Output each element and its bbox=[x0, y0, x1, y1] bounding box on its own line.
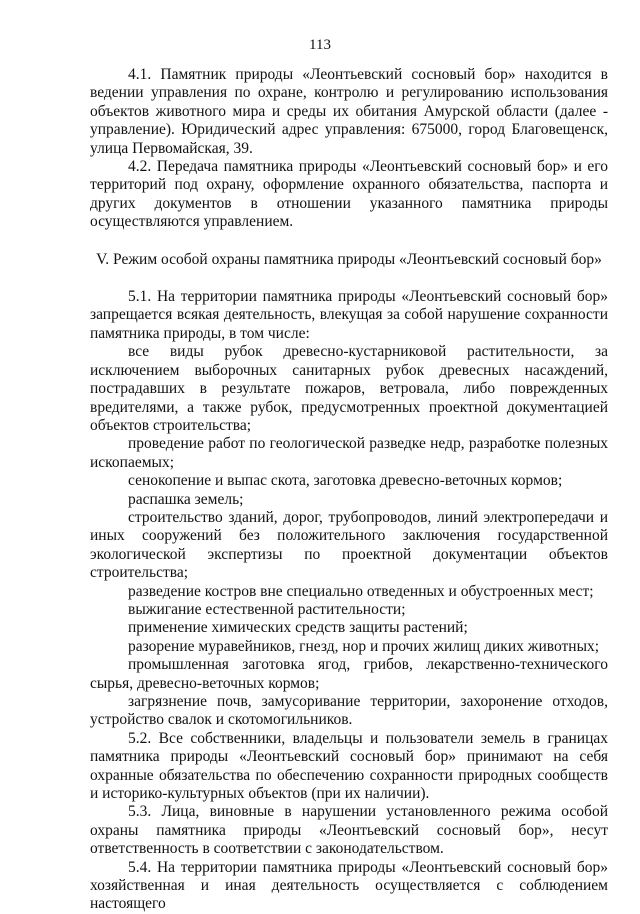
prohibited-item: применение химических средств защиты растений; bbox=[128, 619, 468, 637]
prohibited-item: сенокопение и выпас скота, заготовка древесно-веточных кормов; bbox=[128, 472, 563, 490]
paragraph-5-2: 5.2. Все собственники, владельцы и пользователи земель в границах памятника природы «Леонтьевский сосновый бор» принимают на себя охранные обязательства по обеспечению сохранности природных сообществ и историко-культурных объектов (при их наличии). bbox=[90, 729, 608, 803]
paragraph-5-3: 5.3. Лица, виновные в нарушении установленного режима особой охраны памятника природы «Леонтьевский сосновый бор», несут ответственность в соответствии с законодательством. bbox=[90, 803, 608, 858]
prohibited-item: строительство зданий, дорог, трубопроводов, линий электропередачи и иных сооружений без положительного заключения государственной экологической экспертизы по проектной документации объектов строительства; bbox=[90, 508, 608, 582]
paragraph-5-1: 5.1. На территории памятника природы «Леонтьевский сосновый бор» запрещается всякая деятельность, влекущая за собой нарушение сохранности памятника природы, в том числе: bbox=[90, 288, 608, 342]
prohibited-item: разведение костров вне специально отведенных и обустроенных мест; bbox=[128, 582, 594, 600]
section-heading: V. Режим особой охраны памятника природы «Леонтьевский сосновый бор» bbox=[96, 250, 602, 268]
paragraph-4-1: 4.1. Памятник природы «Леонтьевский сосновый бор» находится в ведении управления по охране, контролю и регулированию использования объектов животного мира и среды их обитания Амурской области (далее - управление). Юридический адрес управления: 675000, город Благовещенск, улица Первомайская, 39. bbox=[90, 66, 608, 157]
prohibited-item: распашка земель; bbox=[128, 490, 244, 508]
paragraph-5-4: 5.4. На территории памятника природы «Леонтьевский сосновый бор» хозяйственная и иная деятельность осуществляется с соблюдением настоящего bbox=[90, 858, 608, 913]
paragraph-4-2: 4.2. Передача памятника природы «Леонтьевский сосновый бор» и его территорий под охрану, оформление охранного обязательства, паспорта и других документов в отношении указанного памятника природы осуществляются управлением. bbox=[90, 158, 608, 231]
prohibited-item: загрязнение почв, замусоривание территории, захоронение отходов, устройство свалок и скотомогильников. bbox=[90, 693, 608, 729]
prohibited-item: разорение муравейников, гнезд, нор и прочих жилищ диких животных; bbox=[128, 637, 600, 655]
prohibited-item: проведение работ по геологической разведке недр, разработке полезных ископаемых; bbox=[90, 435, 608, 471]
page-number: 113 bbox=[309, 37, 331, 53]
prohibited-item: выжигание естественной растительности; bbox=[128, 600, 406, 618]
prohibited-item: промышленная заготовка ягод, грибов, лекарственно-технического сырья, древесно-веточных кормов; bbox=[90, 656, 608, 692]
prohibited-item: все виды рубок древесно-кустарниковой растительности, за исключением выборочных санитарных рубок древесных насаждений, пострадавших в результате пожаров, ветровала, либо поврежденных вредителями, а также рубок, предусмотренных проектной документацией объектов строительства; bbox=[90, 343, 608, 434]
document-body bbox=[90, 66, 608, 914]
